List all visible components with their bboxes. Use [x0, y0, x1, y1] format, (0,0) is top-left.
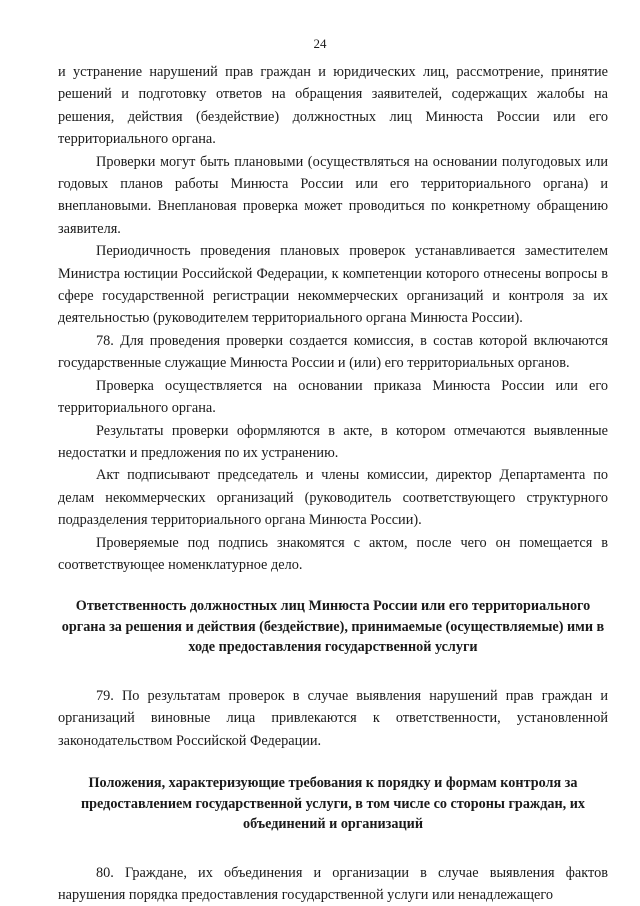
paragraph-inspection-frequency: Периодичность проведения плановых проверок устанавливается заместителем Министра юстиции Российской Федерации, к компетенции которого отнесены вопросы в сфере государственной регистрации некоммерческих организаций и контроля за их деятельностью (руководителем территориального органа Минюста России).: [58, 243, 608, 327]
page-number: 24: [313, 36, 327, 51]
paragraph-inspection-results: Результаты проверки оформляются в акте, в котором отмечаются выявленные недостатки и предложения по их устранению.: [58, 422, 608, 461]
document-body: [58, 61, 608, 906]
paragraph-inspection-types: Проверки могут быть плановыми (осуществляться на основании полугодовых или годовых планов работы Минюста России или его территориального органа) и внеплановыми. Внеплановая проверка может проводиться по конкретному обращению заявителя.: [58, 153, 608, 237]
paragraph-79: 79. По результатам проверок в случае выявления нарушений прав граждан и организаций виновные лица привлекаются к ответственности, установленной законодательством Российской Федерации.: [58, 687, 608, 749]
paragraph-continuation: и устранение нарушений прав граждан и юридических лиц, рассмотрение, принятие решений и подготовку ответов на обращения заявителей, содержащих жалобы на решения, действия (бездействие) должностных лиц Минюста России или его территориального органа.: [58, 64, 608, 148]
section-heading-responsibility: Ответственность должностных лиц Минюста России или его территориального органа за решения и действия (бездействие), принимаемые (осуществляемые) ими в ходе предоставления государственной услуги: [61, 598, 605, 656]
paragraph-act-acknowledgement: Проверяемые под подпись знакомятся с актом, после чего он помещается в соответствующее номенклатурное дело.: [58, 534, 608, 573]
paragraph-80: 80. Граждане, их объединения и организации в случае выявления фактов нарушения порядка предоставления государственной услуги или ненадлежащего: [58, 864, 608, 903]
paragraph-78: 78. Для проведения проверки создается комиссия, в состав которой включаются государственные служащие Минюста России и (или) его территориальных органов.: [58, 332, 608, 372]
paragraph-act-signing: Акт подписывают председатель и члены комиссии, директор Департамента по делам некоммерческих организаций (руководитель соответствующего структурного подразделения территориального органа Минюста России).: [58, 467, 608, 529]
section-heading-control-provisions: Положения, характеризующие требования к порядку и формам контроля за предоставлением государственной услуги, в том числе со стороны граждан, их объединений и организаций: [80, 775, 586, 833]
paragraph-inspection-basis: Проверка осуществляется на основании приказа Минюста России или его территориального органа.: [58, 377, 608, 417]
